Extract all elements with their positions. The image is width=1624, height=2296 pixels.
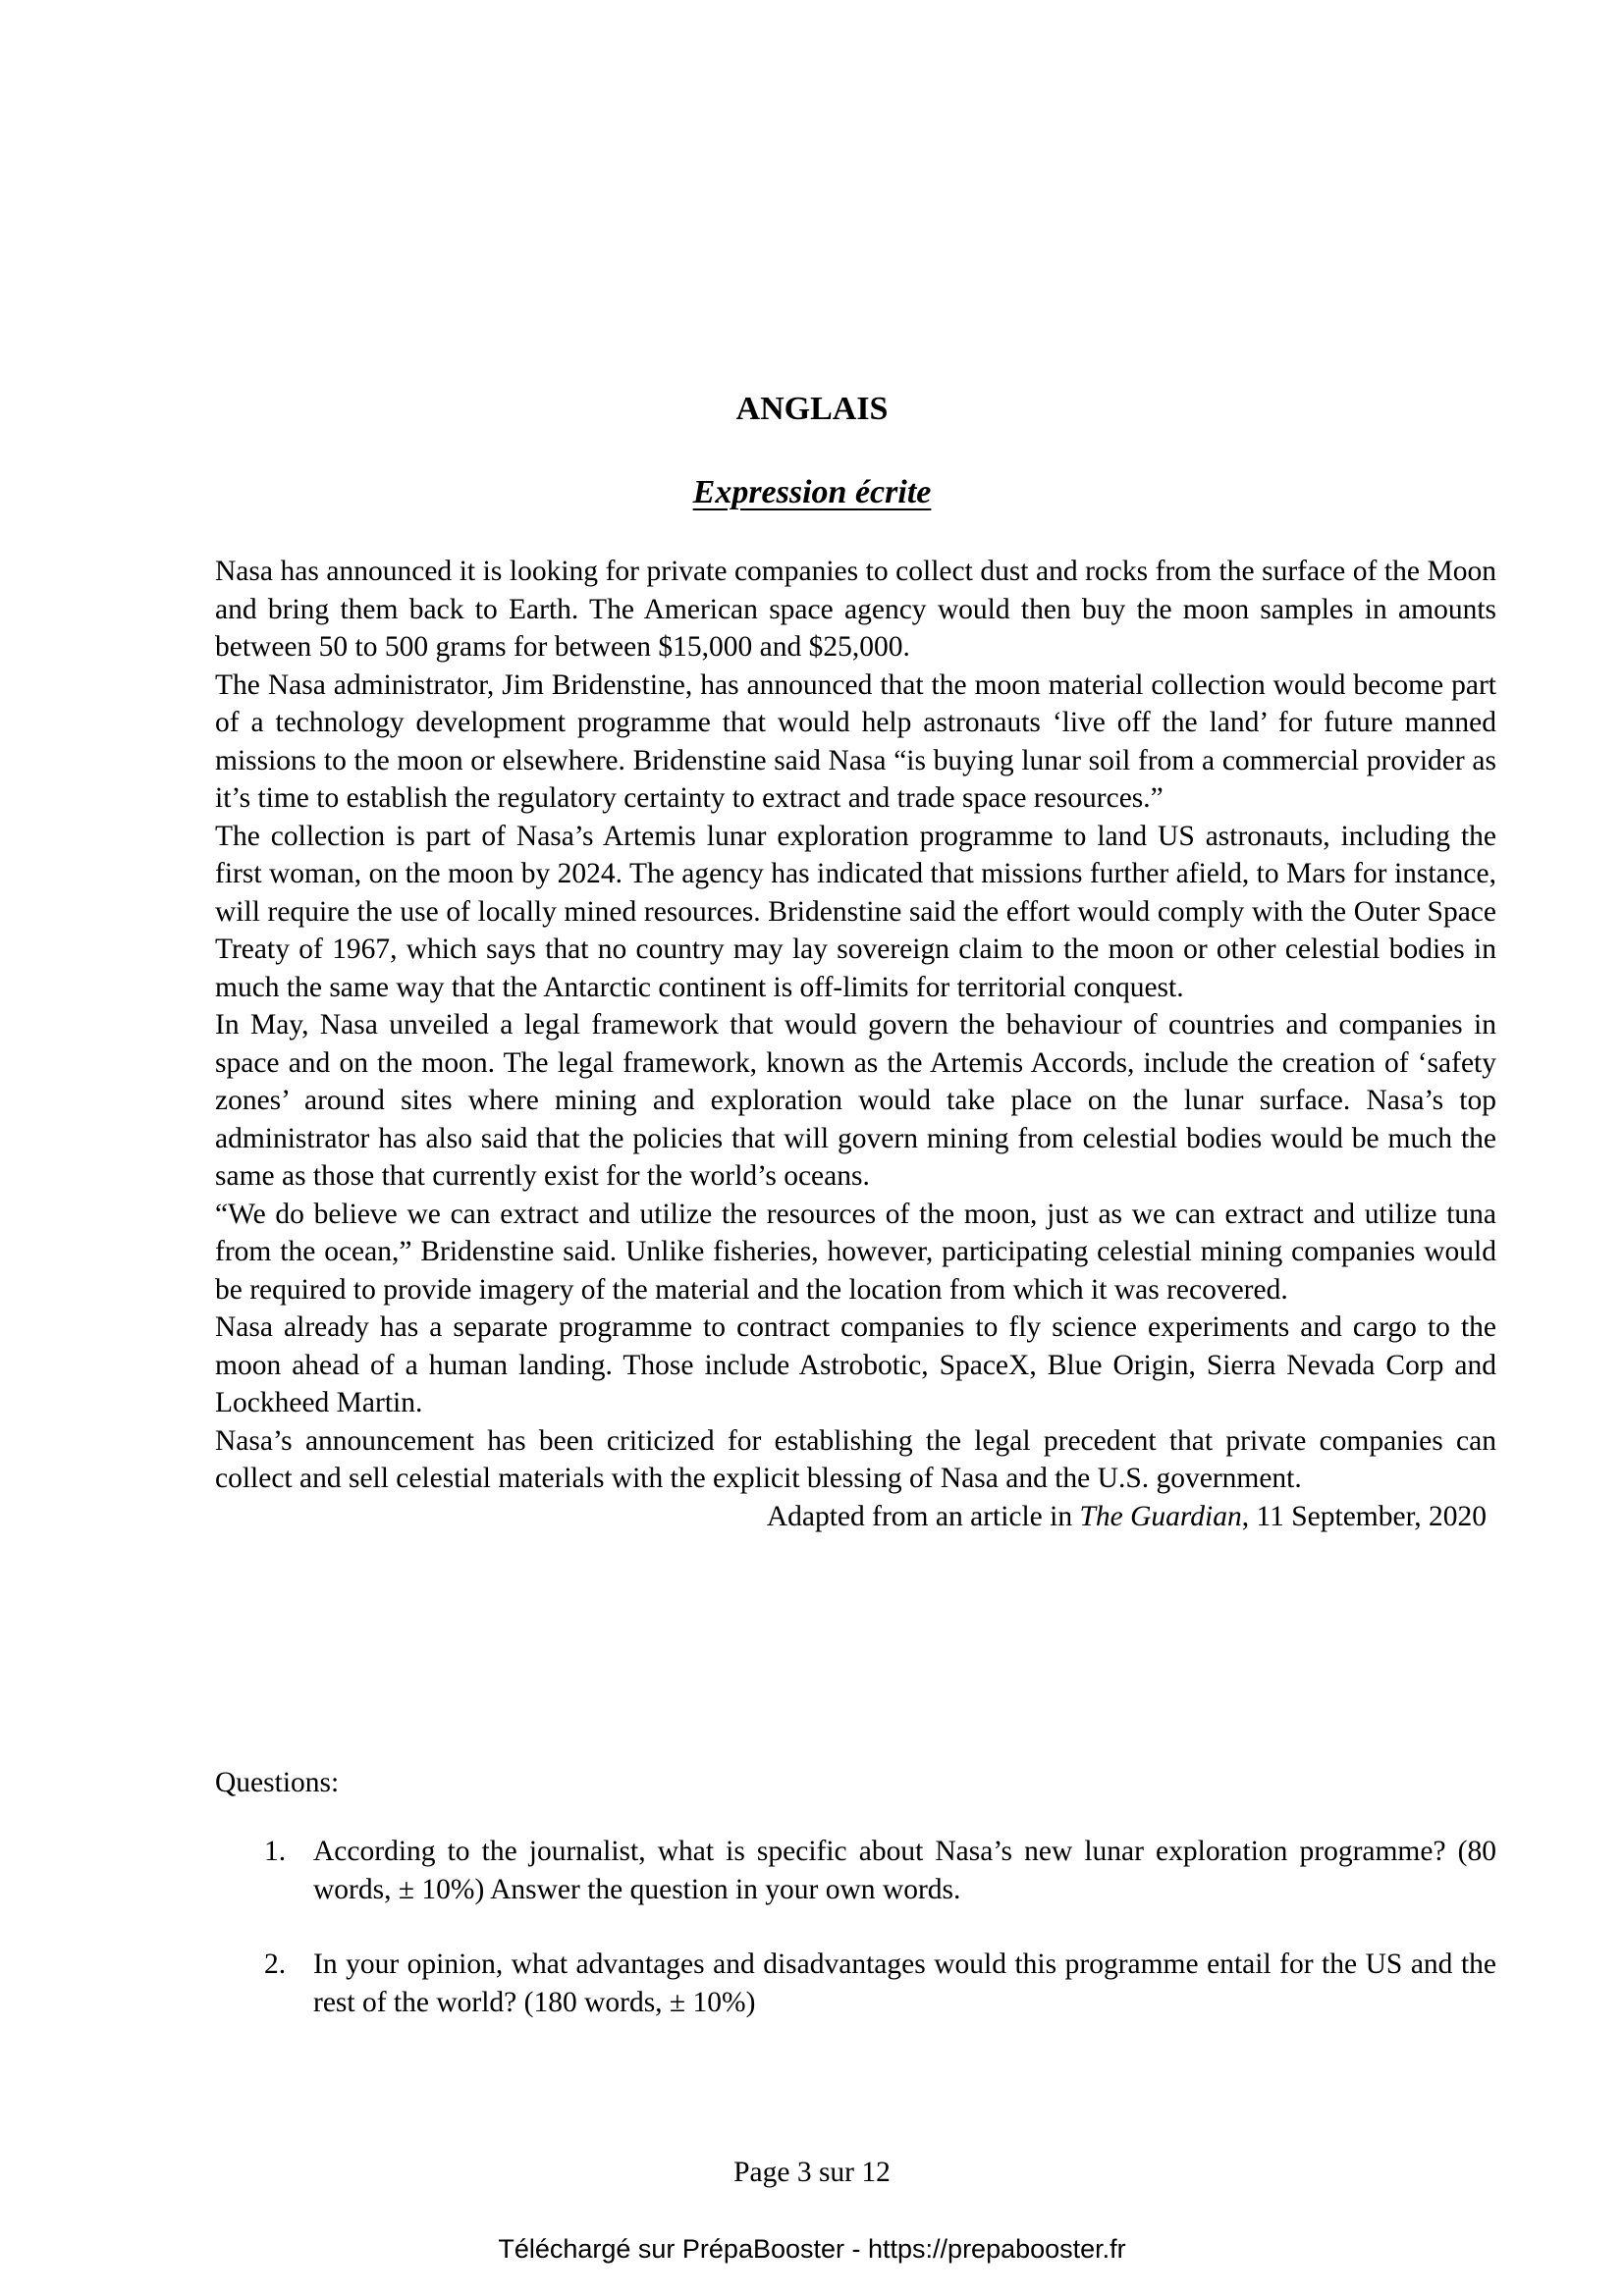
article-source [215, 1498, 1496, 1536]
download-footer: Téléchargé sur PrépaBooster - https://prepabooster.fr [498, 2234, 1126, 2264]
question-number: 1. [264, 1836, 287, 1867]
questions-heading: Questions: [215, 1767, 340, 1798]
article-body [215, 553, 1496, 1535]
article-paragraph: Nasa’s announcement has been criticized for establishing the legal precedent that private companies can collect and sell celestial materials with the explicit blessing of Nasa and the U.S. government. [215, 1424, 1496, 1494]
section-subtitle-text: Expression écrite [692, 474, 932, 510]
question-item [215, 1833, 1496, 1908]
article-paragraph: The Nasa administrator, Jim Bridenstine, has announced that the moon material collection would become part of a technology development programme that would help astronauts ‘live off the land’ for future manned missions to the moon or elsewhere. Bridenstine said Nasa “is buying lunar soil from a commercial provider as it’s time to establish the regulatory certainty to extract and trade space resources.” [215, 668, 1496, 814]
page-number: Page 3 sur 12 [733, 2157, 891, 2188]
article-paragraph: Nasa already has a separate programme to contract companies to fly science experiments and cargo to the moon ahead of a human landing. Those include Astrobotic, SpaceX, Blue Origin, Sierra Nevada Corp and Lockheed Martin. [215, 1311, 1496, 1418]
article-paragraph: In May, Nasa unveiled a legal framework that would govern the behaviour of countries and companies in space and on the moon. The legal framework, known as the Artemis Accords, include the creation of ‘safety zones’ around sites where mining and exploration would take place on the lunar surface. Nasa’s top administrator has also said that the policies that will govern mining from celestial bodies would be much the same as those that currently exist for the world’s oceans. [215, 1009, 1496, 1192]
article-paragraph: The collection is part of Nasa’s Artemis lunar exploration programme to land US astronauts, including the first woman, on the moon by 2024. The agency has indicated that missions further afield, to Mars for instance, will require the use of locally mined resources. Bridenstine said the effort would comply with the Outer Space Treaty of 1967, which says that no country may lay sovereign claim to the moon or other celestial bodies in much the same way that the Antarctic continent is off-limits for territorial conquest. [215, 820, 1496, 1003]
question-item [215, 1946, 1496, 2021]
source-prefix: Adapted from an article in [766, 1500, 1080, 1532]
article-paragraph: Nasa has announced it is looking for private companies to collect dust and rocks from the surface of the Moon and bring them back to Earth. The American space agency would then buy the moon samples in amounts between 50 to 500 grams for between $15,000 and $25,000. [215, 556, 1496, 663]
questions-list [215, 1833, 1496, 2058]
question-text: According to the journalist, what is specific about Nasa’s new lunar exploration programme? (80 words, ± 10%) Answer the question in your own words. [313, 1836, 1496, 1905]
source-suffix: , 11 September, 2020 [1241, 1500, 1487, 1532]
section-subtitle [0, 473, 1624, 512]
question-text: In your opinion, what advantages and disadvantages would this programme entail for the US and the rest of the world? (180 words, ± 10%) [313, 1949, 1496, 2018]
question-number: 2. [264, 1949, 287, 1980]
source-publication: The Guardian [1079, 1500, 1242, 1532]
page-title: ANGLAIS [735, 391, 889, 427]
article-paragraph: “We do believe we can extract and utilize the resources of the moon, just as we can extract and utilize tuna from the ocean,” Bridenstine said. Unlike fisheries, however, participating celestial mining companies would be required to provide imagery of the material and the location from which it was recovered. [215, 1198, 1496, 1306]
